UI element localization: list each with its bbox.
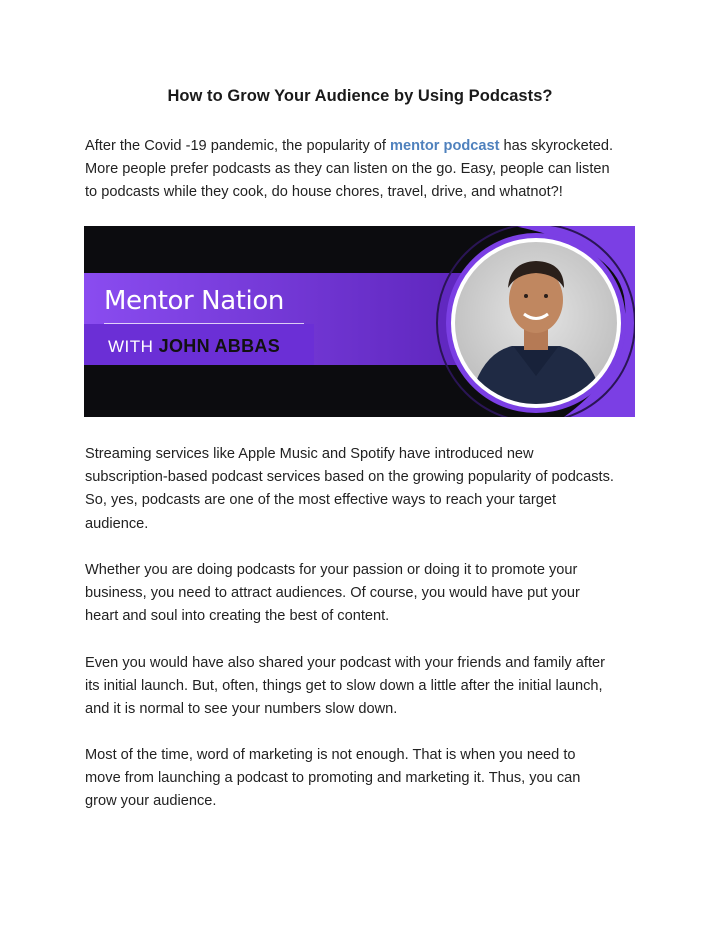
- paragraph-passion: [85, 559, 645, 629]
- intro-line-1-end: has skyrocketed.: [499, 138, 614, 154]
- paragraph-line: subscription-based podcast services based on the growing popularity of podcasts.: [85, 469, 614, 486]
- paragraph-line: Most of the time, word of marketing is not enough. That is when you need to: [85, 747, 576, 763]
- intro-line-1-start: After the Covid -19 pandemic, the popularity of: [85, 138, 391, 154]
- paragraph-line: heart and soul into creating the best of content.: [85, 608, 390, 625]
- banner-with-label: WITH: [108, 337, 159, 356]
- paragraph-line: Whether you are doing podcasts for your passion or doing it to promote your: [85, 562, 578, 578]
- intro-line-1: [85, 135, 645, 158]
- intro-paragraph: [85, 135, 645, 205]
- paragraph-streaming: [85, 443, 645, 536]
- paragraph-line: move from launching a podcast to promoting and marketing it. Thus, you can: [85, 770, 581, 787]
- banner-host-name: JOHN ABBAS: [158, 336, 281, 356]
- paragraph-line: So, yes, podcasts are one of the most effective ways to reach your target: [85, 492, 557, 509]
- banner-divider: [104, 323, 304, 324]
- paragraph-line: audience.: [85, 515, 149, 532]
- paragraph-line: and it is normal to see your numbers slow down.: [85, 701, 398, 718]
- intro-line-2: More people prefer podcasts as they can listen on the go. Easy, people can listen: [85, 161, 610, 178]
- paragraph-marketing: [85, 744, 645, 814]
- paragraph-line: business, you need to attract audiences. Of course, you would have put your: [85, 585, 580, 602]
- banner-graphic: [84, 226, 635, 417]
- page-title: How to Grow Your Audience by Using Podcasts?: [167, 87, 553, 105]
- banner-host-line: [108, 336, 280, 357]
- banner-title: Mentor Nation: [104, 286, 284, 316]
- intro-line-3: to podcasts while they cook, do house chores, travel, drive, and whatnot?!: [85, 184, 563, 201]
- podcast-banner-image: [84, 226, 635, 417]
- paragraph-launch: [85, 652, 645, 722]
- paragraph-line: grow your audience.: [85, 793, 217, 810]
- paragraph-line: Streaming services like Apple Music and Spotify have introduced new: [85, 446, 534, 462]
- mentor-podcast-link[interactable]: mentor podcast: [390, 138, 500, 154]
- paragraph-line: its initial launch. But, often, things get to slow down a little after the initial launch,: [85, 678, 603, 695]
- paragraph-line: Even you would have also shared your podcast with your friends and family after: [85, 655, 605, 671]
